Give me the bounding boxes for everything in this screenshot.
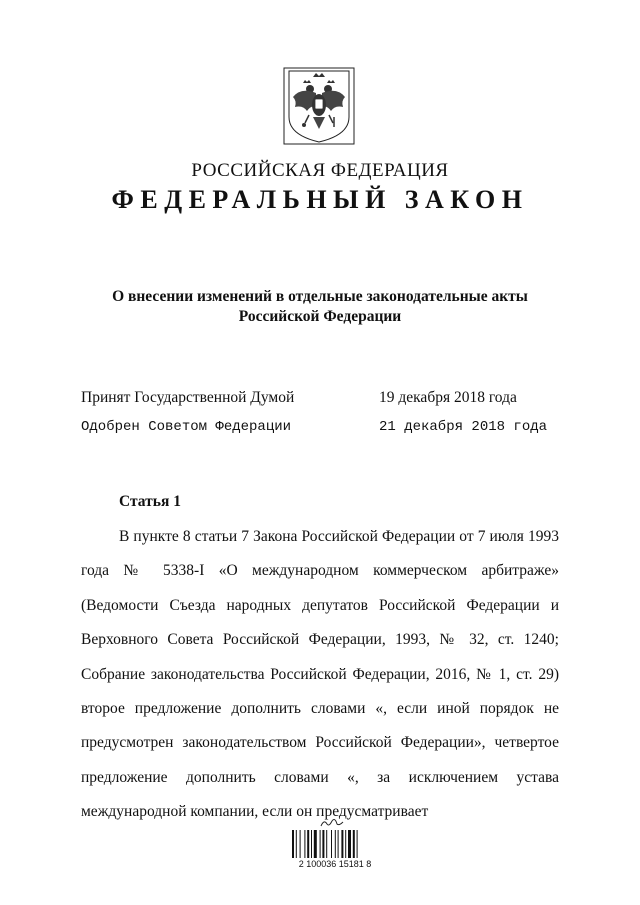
duma-label: Принят Государственной Думой [81, 389, 295, 406]
duma-adoption-row [81, 389, 551, 407]
duma-date: 19 декабря 2018 года [379, 389, 517, 406]
law-title [0, 287, 640, 327]
document-type: ФЕДЕРАЛЬНЫЙ ЗАКОН [111, 185, 529, 214]
barcode-number: 2 100036 15181 8 [298, 859, 372, 869]
country-name: РОССИЙСКАЯ ФЕДЕРАЦИЯ [191, 160, 449, 181]
council-date: 21 декабря 2018 года [379, 419, 548, 435]
barcode [290, 818, 380, 869]
council-label: Одобрен Советом Федерации [81, 419, 292, 435]
coat-of-arms-emblem [283, 67, 355, 145]
law-title-line-2: Российской Федерации [238, 308, 402, 325]
handwritten-mark-icon [320, 818, 344, 828]
council-approval-row [81, 419, 551, 435]
double-headed-eagle-icon [283, 67, 355, 145]
barcode-bars-icon [292, 830, 378, 858]
law-title-line-1: О внесении изменений в отдельные законодательные акты [112, 288, 528, 305]
article-heading: Статья 1 [119, 493, 181, 510]
article-body: В пункте 8 статьи 7 Закона Российской Федерации от 7 июля 1993 года № 5338-I «О международном коммерческом арбитраже» (Ведомости Съезда народных депутатов Российской Федерации и Верховного Совета Российской Федерации, 1993, № 32, ст. 1240; Собрание законодательства Российской Федерации, 2016, № 1, ст. 29) второе предложение дополнить словами «, если иной порядок не предусмотрен законодательством Российской Федерации», четвертое предложение дополнить словами «, за исключением устава международной компании, если он предусматривает [81, 528, 559, 821]
